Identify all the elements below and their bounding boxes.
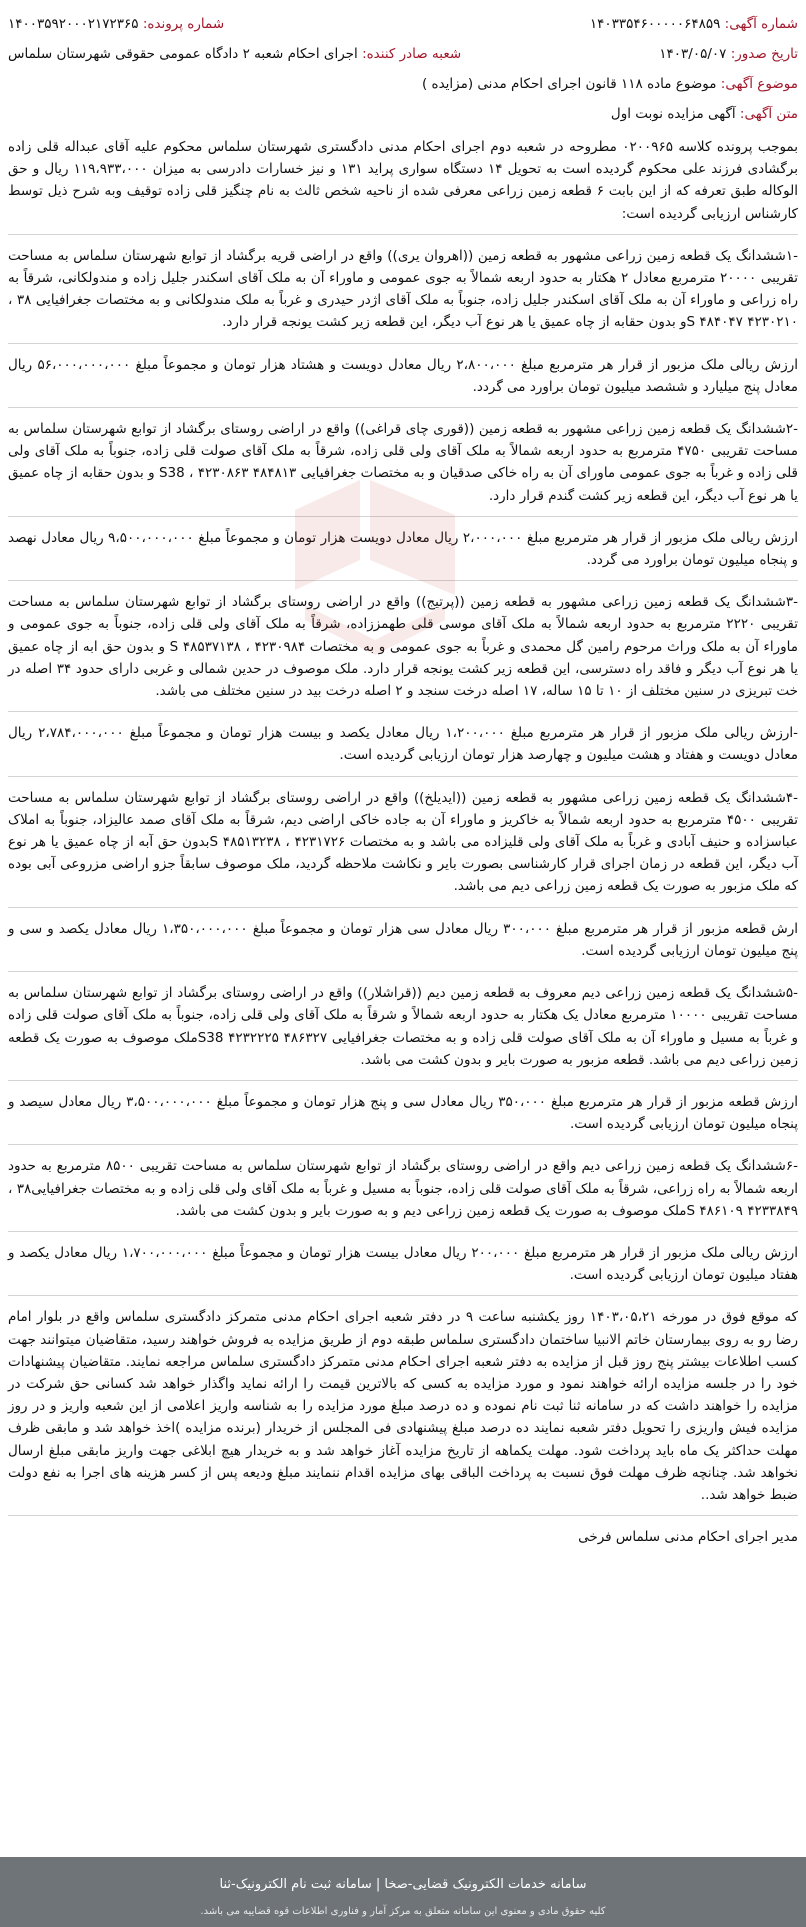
footer-copyright: کلیه حقوق مادی و معنوی این سامانه متعلق به مرکز آمار و فناوری اطلاعات قوه قضاییه می باشد. [200, 1906, 606, 1917]
case-number-value: ۱۴۰۰۳۵۹۲۰۰۰۲۱۷۲۳۶۵ [8, 16, 139, 32]
subject-label: موضوع آگهی: [720, 76, 798, 92]
issuer [8, 44, 461, 64]
case-number [8, 14, 224, 34]
ad-text-heading [8, 104, 798, 124]
parcel-4-value: ارش قطعه مزبور از قرار هر مترمربع مبلغ ۳۰۰،۰۰۰ ریال معادل سی هزار تومان و مجموعاً مبلغ ۱،۳۵۰،۰۰۰،۰۰۰ ریال معادل یکصد و سی و پنج میلیون تومان ارزیابی گردیده است. [8, 920, 798, 959]
intro-paragraph: بموجب پرونده کلاسه ۰۲۰۰۹۶۵ مطروحه در شعبه دوم اجرای احکام مدنی دادگستری شهرستان سلماس محکوم علیه آقای عبداله قلی زاده برگشادی فرزند علی محکوم گردیده است به تحویل ۱۴ دستگاه سواری پراید ۱۳۱ و نیز خسارات دادرسی به میزان ۱۱۹،۹۳۳،۰۰۰ ریال و حق الوکاله طبق تعرفه که از این بابت ۶ قطعه زمین زراعی معرفی شده از ناحیه شخص ثالث به نام چنگیز قلی زاده توقیف وبه شرح ذیل توسط کارشناس ارزیابی گردیده است: [8, 139, 798, 222]
parcel-6-description: -۶ششدانگ یک قطعه زمین زراعی دیم واقع در اراضی روستای برگشاد از توابع شهرستان سلماس به مساحت تقریبی ۸۵۰۰ مترمربع به حدود اربعه شمالاً به راه زراعی، شرقاً به ملک آقای صولت قلی زاده، جنوباً به مسیل و غرباً به ملک آقای ولی قلی زاده و به مختصات جغرافیایی۳۸ ، ۴۲۳۳۸۴۹ ۴۸۶۱۰۹ Sملک موصوف به صورت یک قطعه زمین زراعی دیم و به صورت بایر و بدون کشت می باشد. [8, 1158, 798, 1219]
parcel-6-value: ارزش ریالی ملک مزبور از قرار هر مترمربع مبلغ ۲۰۰،۰۰۰ ریال معادل بیست هزار تومان و مجموعاً مبلغ ۱،۷۰۰،۰۰۰،۰۰۰ ریال معادل یکصد و هفتاد میلیون تومان ارزیابی گردیده است. [8, 1244, 798, 1284]
parcel-3-description: -۳ششدانگ یک قطعه زمین زراعی مشهور به قطعه زمین ((پرتیج)) واقع در اراضی روستای برگشاد از توابع شهرستان سلماس به مساحت تقریبی ۲۲۲۰ مترمربع به حدود اربعه شمالاً به ملک آقای موسی قلی طهمززاده، شرقاً به ملک آقای ولی قلی زاده، جنوباً به جوی عمومی و ماوراء آن به ملک وراث مرحوم رامین گل محمدی و غرباً به جوی عمومی و به مختصات S ۴۸۵۳۷۱۳۸ ، ۴۲۳۰۹۸۴ و بدون حق ابه از چاه عمیق یا هر نوع آب دیگر و فاقد راه دسترسی، این قطعه زیر کشت یونجه قرار دارد. ملک موصوف در حدین شمالی و غربی دارای حدود ۳۴ اصله در خت تبریزی در سنین مختلف از ۱۰ تا ۱۵ ساله، ۱۷ اصله درخت سنجد و ۲ اصله درخت بید در سنین مختلف می باشد. [8, 594, 798, 700]
divider [8, 907, 798, 908]
issuer-value: اجرای احکام شعبه ۲ دادگاه عمومی حقوقی شهرستان سلماس [8, 46, 358, 62]
header-row-numbers [8, 14, 798, 34]
footer-links [0, 1857, 806, 1892]
ad-number-value: ۱۴۰۳۳۵۴۶۰۰۰۰۰۶۴۸۵۹ [589, 16, 721, 32]
text-label: متن آگهی: [739, 106, 798, 122]
divider [8, 516, 798, 517]
issue-date [659, 44, 798, 64]
divider [8, 343, 798, 344]
case-number-label: شماره پرونده: [142, 16, 225, 32]
parcel-2-description: -۲ششدانگ یک قطعه زمین زراعی مشهور به قطعه زمین ((قوری چای قراغی)) واقع در اراضی روستای برگشاد از توابع شهرستان سلماس به مساحت تقریبی ۴۷۵۰ مترمربع به حدود اربعه شمالاً به ملک آقای ولی قلی زاده، شرقاً به ملک آقای صولت قلی زاده، جنوباً به ملک آقای ولی قلی زاده و غرباً به جوی عمومی ماورای آن به راه خاکی صدقیان و به مختصات جغرافیایی S38 ، ۴۲۳۰۸۶۳ ۴۸۴۸۱۳ و بدون حقابه از چاه عمیق یا هر نوع آب دیگر، این قطعه زیر کشت گندم قرار دارد. [8, 421, 798, 504]
footer-separator: | [375, 1877, 381, 1892]
auction-terms: که موقع فوق در مورخه ۱۴۰۳،۰۵،۲۱ روز یکشنبه ساعت ۹ در دفتر شعبه اجرای احکام مدنی متمرکز دادگستری سلماس واقع در بلوار امام رضا رو به روی بیمارستان خاتم الانبیا ساختمان دادگستری سلماس طبقه دوم از طریق مزایده به فروش خواهند رسید، متقاضیان میتوانند جهت کسب اطلاعات بیشتر پنج روز قبل از مزایده به دفتر شعبه اجرای احکام مدنی متمرکز دادگستری سلماس مراجعه نمایند. متقاضیان پیشنهادات خود را در جلسه مزایده ارائه خواهند نمود و مورد مزایده به کسی که بالاترین قیمت را ارائه نماید واگذار خواهد شد کسانی حق شرکت در مزایده را خواهند داشت که در سامانه ثنا ثبت نام نموده و ده درصد مبلغ مورد مزایده را به شناسه واریز اعلامی از این شعبه واریز و در روز مزایده فیش واریزی را تحویل دفتر شعبه نمایند ده درصد مبلغ پیشنهادی فی المجلس از خریدار (برنده مزایده )اخذ خواهد شد و مابقی ظرف مهلت حداکثر یک ماه باید پرداخت شود. مهلت یکماهه از تاریخ مزایده آغاز خواهد شد و به خریدار هیچ ابلاغی جهت واریز مابقی مبلغ ارسال نخواهد شد. چنانچه ظرف مهلت فوق نسبت به پرداخت الباقی بهای مزایده اقدام ننمایند مبلغ ودیعه پس از کسر هزینه های اجرا به نفع دولت ضبط خواهد شد.. [8, 1309, 798, 1503]
parcel-4-description: -۴ششدانگ یک قطعه زمین زراعی مشهور به قطعه زمین ((ایدیلخ)) واقع در اراضی روستای برگشاد از توابع شهرستان سلماس به مساحت تقریبی ۴۵۰۰ مترمربع به حدود اربعه شمالاً به خاکریز و ماوراء آن به جاده خاکی اراضی دیم، شرقاً به ملک آقای صمد عالیزاد، جنوباً به املاک عباسزاده و حنیف آبادی و غرباً به ملک آقای ولی قلیزاده می باشد و به مختصات S ۴۸۵۱۳۲۳۸ ، ۴۲۳۱۷۲۶بدون حق آبه از چاه عمیق یا هر نوع آب دیگر، این قطعه در زمان اجرای قرار کارشناسی بصورت بایر و نکاشت ملاحظه گردید، ملک موصوف سابقاً جزو اراضی مزروعی آبی بوده که ملک مزبور به صورت یک قطعه زمین زراعی دیم می باشد. [8, 789, 798, 895]
issue-date-value: ۱۴۰۳/۰۵/۰۷ [659, 46, 727, 62]
divider [8, 1080, 798, 1081]
signature-line: مدیر اجرای احکام مدنی سلماس فرخی [578, 1529, 798, 1546]
divider [8, 1515, 798, 1516]
divider [8, 234, 798, 235]
divider [8, 407, 798, 408]
site-footer [0, 1857, 806, 1927]
ad-number [590, 14, 798, 34]
divider [8, 1231, 798, 1232]
ad-subject [8, 74, 798, 94]
ad-body [0, 136, 806, 1548]
text-title: آگهی مزایده نوبت اول [610, 106, 736, 122]
ad-header [0, 0, 806, 124]
parcel-5-description: -۵ششدانگ یک قطعه زمین زراعی دیم معروف به قطعه زمین دیم ((قراشلار)) واقع در اراضی روستای برگشاد از توابع شهرستان سلماس به مساحت تقریبی ۱۰۰۰۰ مترمربع معادل یک هکتار به حدود اربعه شمالاً و شرقاً به ملک آقای ولی قلی زاده، جنوباً به ملک آقای صولت قلی زاده و غرباً به مسیل و ماوراء آن به ملک آقای صولت قلی زاده و به مختصات جغرافیایی S38 ۴۲۳۲۲۲۵ ۴۸۶۳۲۷ملک موصوف به صورت یک قطعه زمین زراعی دیم می باشد. قطعه مزبور به صورت بایر و بدون کشت می باشد. [8, 985, 798, 1068]
divider [8, 580, 798, 581]
parcel-1-value: ارزش ریالی ملک مزبور از قرار هر مترمربع مبلغ ۲،۸۰۰،۰۰۰ ریال معادل دویست و هشتاد هزار تومان و مجموعاً مبلغ ۵۶،۰۰۰،۰۰۰،۰۰۰ ریال معادل پنج میلیارد و ششصد میلیون تومان براورد می گردد. [8, 356, 798, 395]
divider [8, 776, 798, 777]
footer-link-sakha[interactable]: سامانه خدمات الکترونیک قضایی-صخا [384, 1877, 587, 1892]
divider [8, 1144, 798, 1145]
header-row-date [8, 44, 798, 64]
divider [8, 711, 798, 712]
parcel-3-value: -ارزش ریالی ملک مزبور از قرار هر مترمربع مبلغ ۱،۲۰۰،۰۰۰ ریال معادل یکصد و بیست هزار تومان و مجموعاً مبلغ ۲،۷۸۴،۰۰۰،۰۰۰ ریال معادل دویست و هفتاد و هشت میلیون و چهارصد هزار تومان ارزیابی گردیده است. [8, 725, 798, 764]
issue-date-label: تاریخ صدور: [730, 46, 798, 62]
subject-value: موضوع ماده ۱۱۸ قانون اجرای احکام مدنی (مزایده ) [421, 76, 717, 92]
divider [8, 971, 798, 972]
parcel-1-description: -۱ششدانگ یک قطعه زمین زراعی مشهور به قطعه زمین ((اهروان یری)) واقع در اراضی قریه برگشاد از توابع شهرستان سلماس به مساحت تقریبی ۲۰۰۰۰ مترمربع معادل ۲ هکتار به حدود اربعه شمالاً به جوی عمومی و ماوراء آن به ملک آقای اسکندر جلیل زاده و مندولکانی، شرقاً به راه زراعی و ماوراء آن به ملک آقای اسکندر جلیل زاده، جنوباً به ملک آقای اژدر حیدری و غرباً به ملک مندولکانی و به مختصات جغرافیایی ۳۸ ، ۴۲۳۰۲۱۰ ۴۸۴۰۴۷ Sو بدون حقابه از چاه عمیق یا هر نوع آب دیگر، این قطعه زیر کشت یونجه قرار دارد. [8, 247, 798, 331]
parcel-2-value: ارزش ریالی ملک مزبور از قرار هر مترمربع مبلغ ۲،۰۰۰،۰۰۰ ریال معادل دویست هزار تومان و مجموعاً مبلغ ۹،۵۰۰،۰۰۰،۰۰۰ ریال معادل نهصد و پنجاه میلیون تومان براورد می گردد. [8, 529, 798, 569]
issuer-label: شعبه صادر کننده: [362, 46, 462, 62]
divider [8, 1295, 798, 1296]
parcel-5-value: ارزش قطعه مزبور از قرار هر مترمربع مبلغ ۳۵۰،۰۰۰ ریال معادل سی و پنج هزار تومان و مجموعاً مبلغ ۳،۵۰۰،۰۰۰،۰۰۰ ریال معادل سیصد و پنجاه میلیون تومان ارزیابی گردیده است. [8, 1093, 798, 1133]
ad-number-label: شماره آگهی: [724, 16, 798, 32]
footer-link-sana[interactable]: سامانه ثبت نام الکترونیک-ثنا [219, 1877, 372, 1892]
